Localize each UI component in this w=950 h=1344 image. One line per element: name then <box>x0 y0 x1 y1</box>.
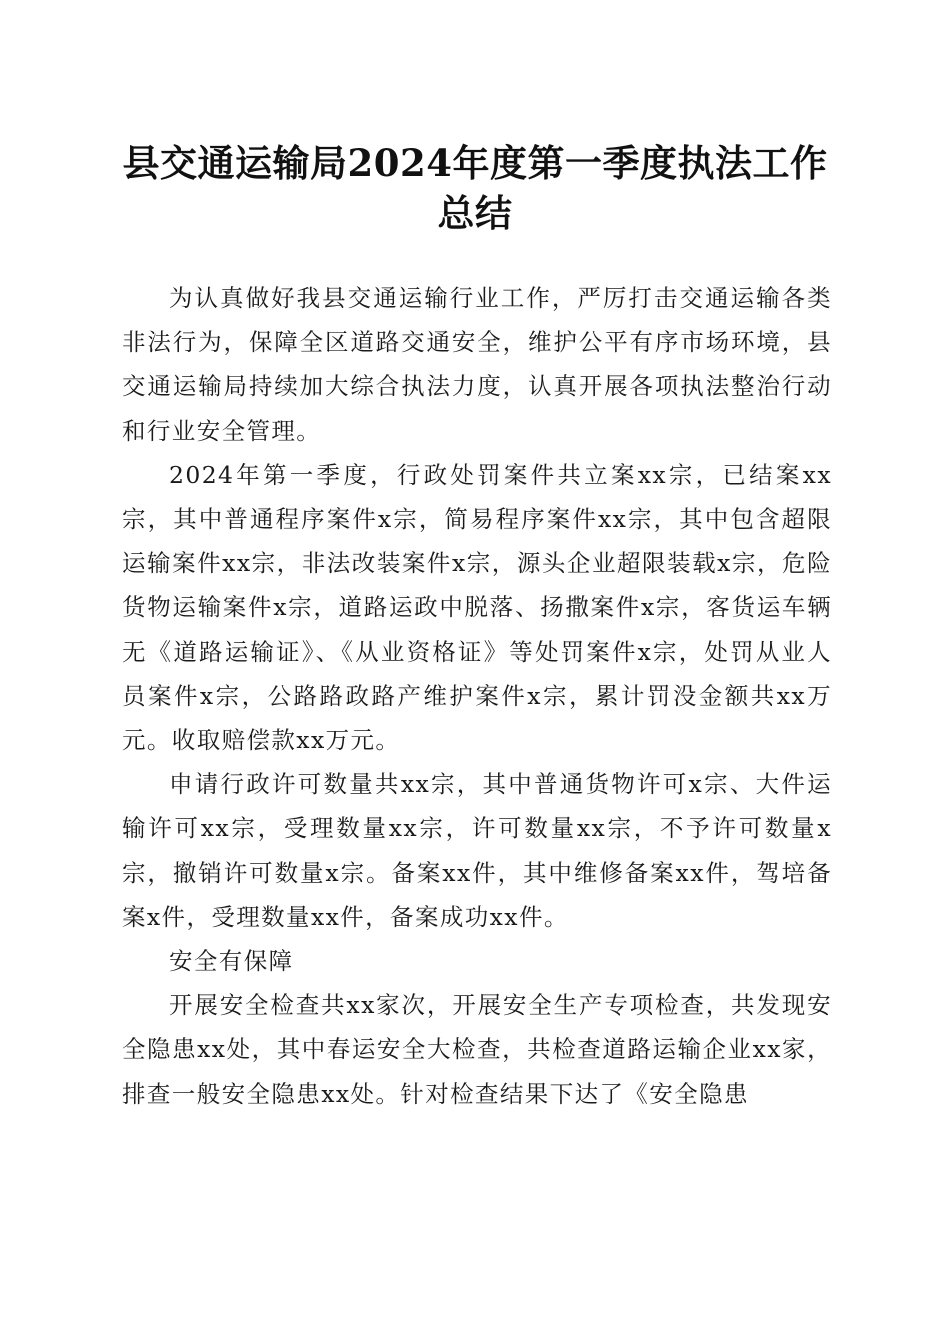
paragraph-intro: 为认真做好我县交通运输行业工作，严厉打击交通运输各类非法行为，保障全区道路交通安全，维护公平有序市场环境，县交通运输局持续加大综合执法力度，认真开展各项执法整治行动和行业安全管理。 <box>122 284 832 445</box>
paragraph-safety-inspection: 开展安全检查共xx家次，开展安全生产专项检查，共发现安全隐患xx处，其中春运安全大检查，共检查道路运输企业xx家，排查一般安全隐患xx处。针对检查结果下达了《安全隐患 <box>122 991 832 1108</box>
document-title: 县交通运输局2024年度第一季度执法工作总结 <box>122 141 828 235</box>
section-heading-safety: 安全有保障 <box>169 947 294 976</box>
paragraph-penalty-cases: 2024年第一季度，行政处罚案件共立案xx宗，已结案xx宗，其中普通程序案件x宗，简易程序案件xx宗，其中包含超限运输案件xx宗，非法改装案件x宗，源头企业超限装载x宗，危险货物运输案件x宗，道路运政中脱落、扬撒案件x宗，客货运车辆无《道路运输证》、《从业资格证》等处罚案件x宗，处罚从业人员案件x宗，公路路政路产维护案件x宗，累计罚没金额共xx万元。收取赔偿款xx万元。 <box>122 460 832 755</box>
paragraph-licensing: 申请行政许可数量共xx宗，其中普通货物许可x宗、大件运输许可xx宗，受理数量xx宗，许可数量xx宗，不予许可数量x宗，撤销许可数量x宗。备案xx件，其中维修备案xx件，驾培备案x件，受理数量xx件，备案成功xx件。 <box>122 770 832 931</box>
document-body <box>122 276 832 1116</box>
